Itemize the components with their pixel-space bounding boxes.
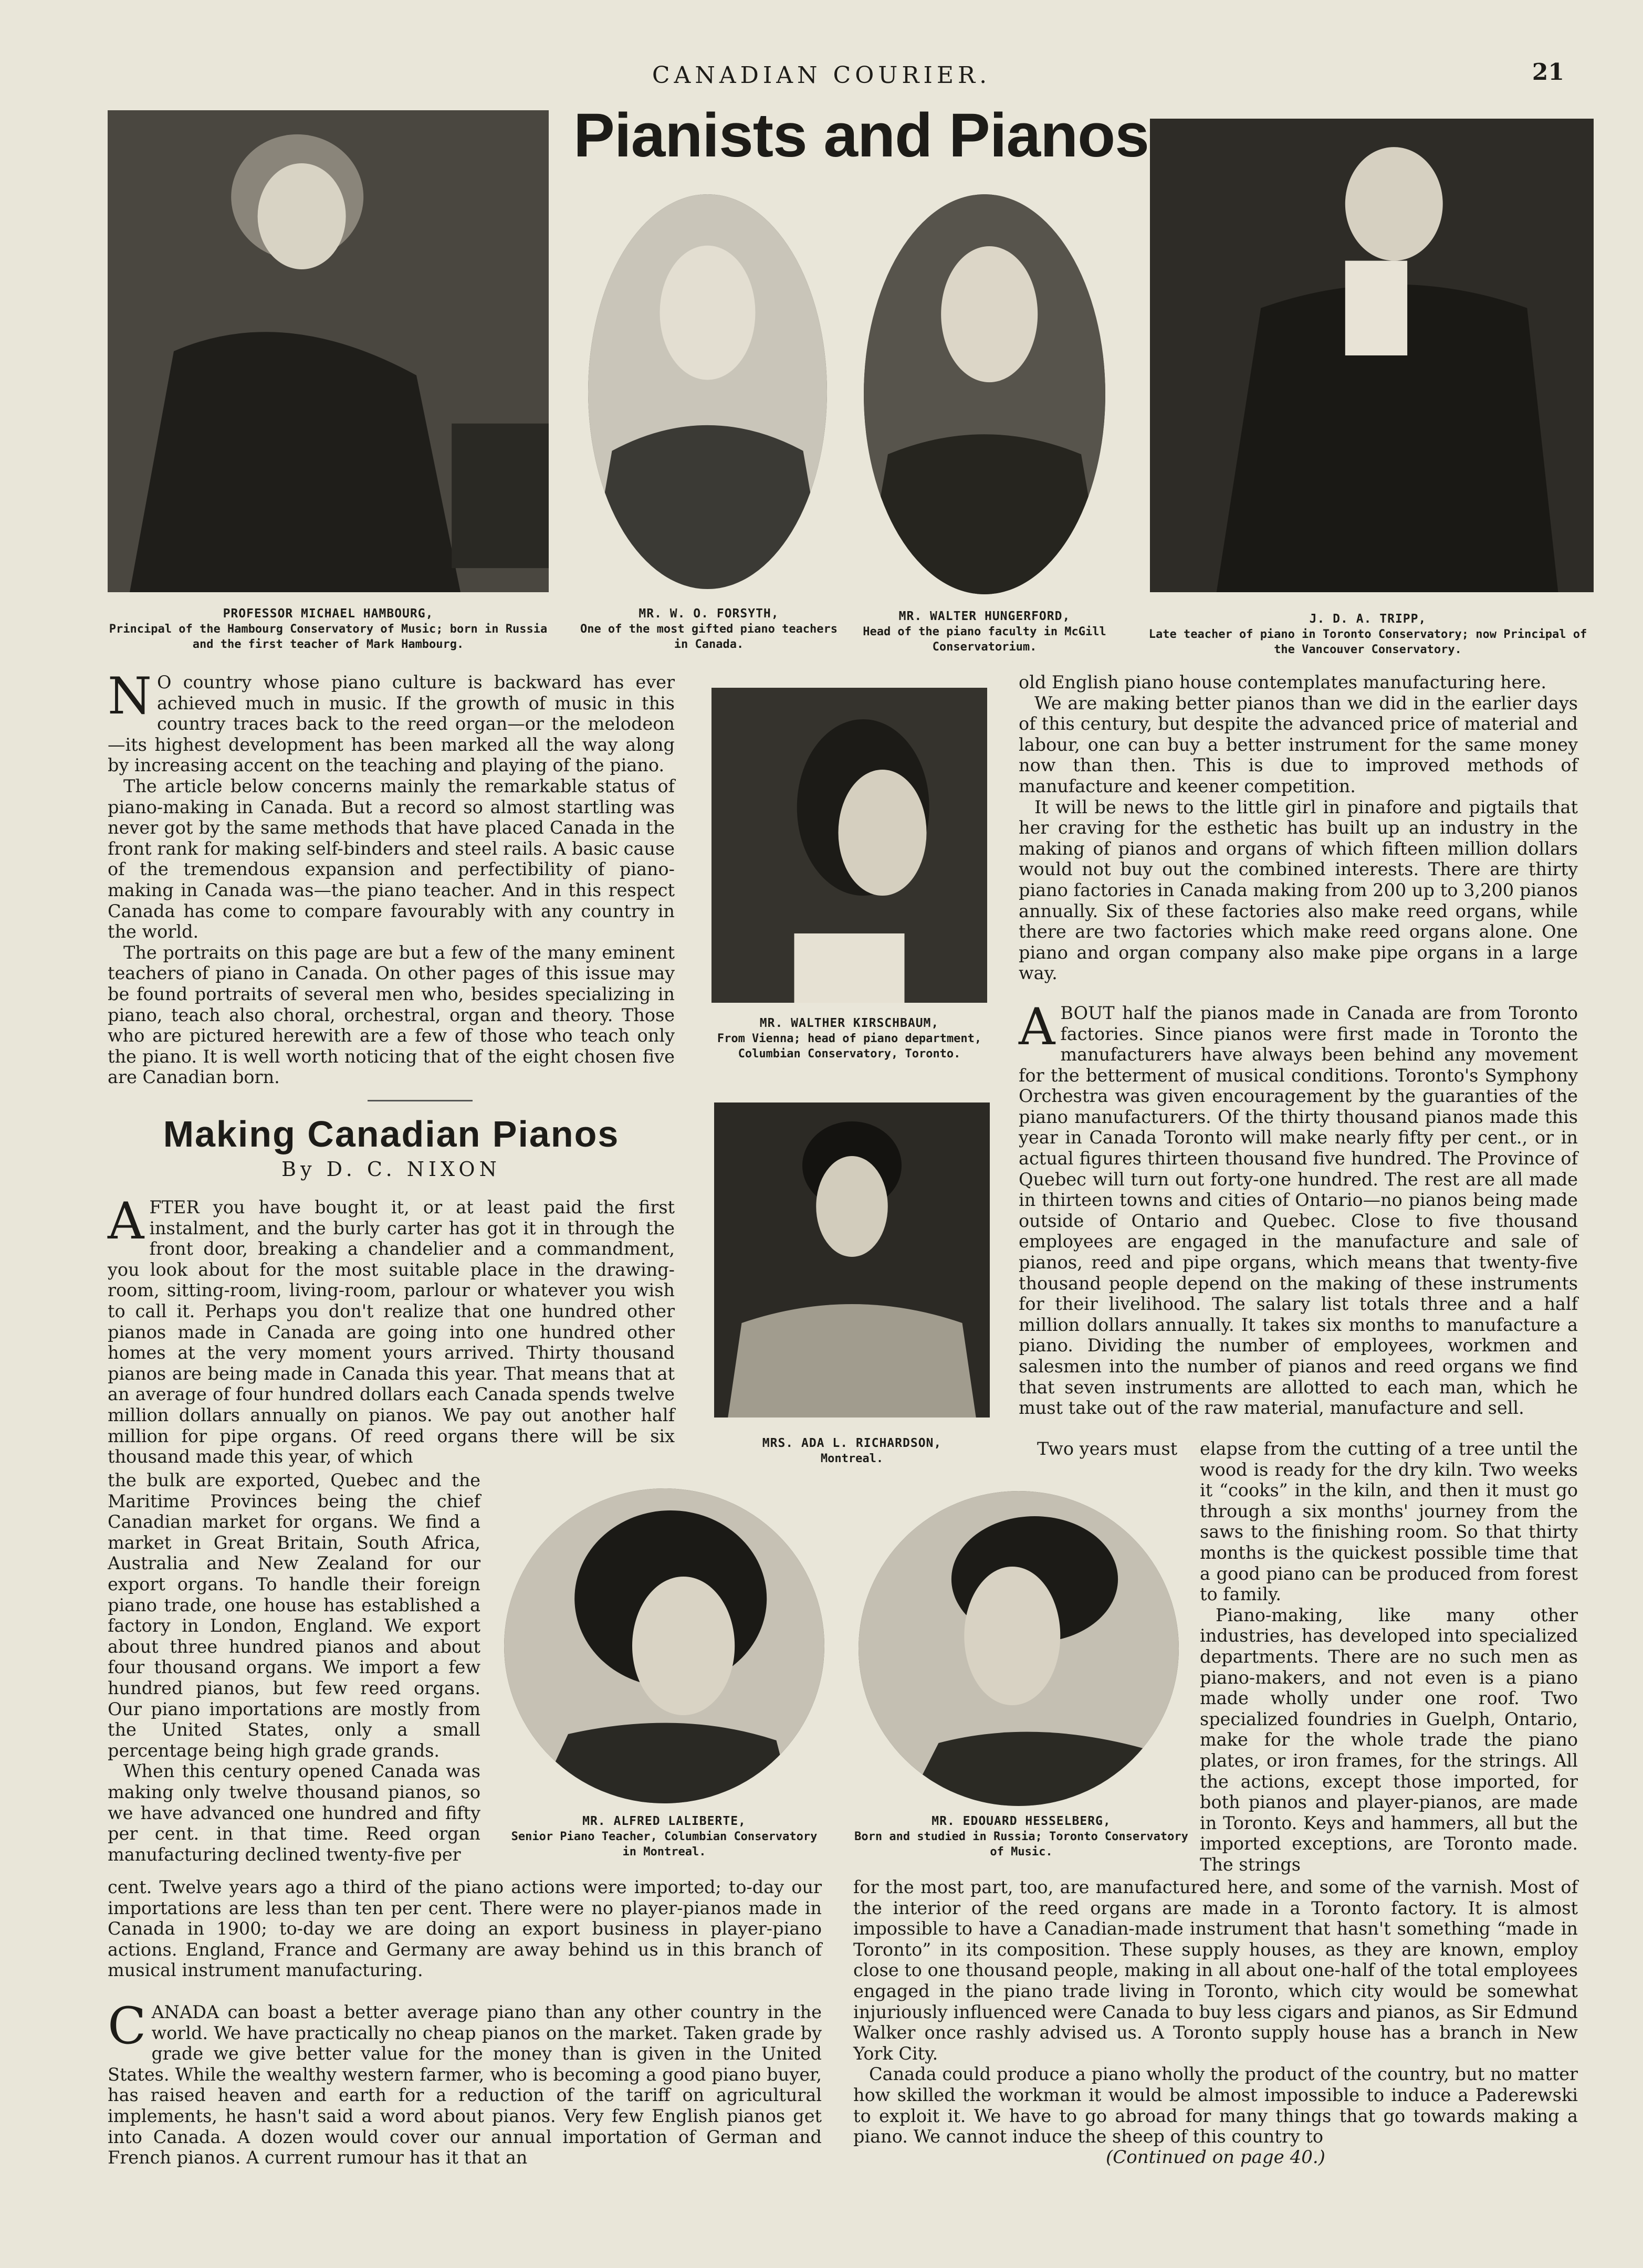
caption-hesselberg xyxy=(853,1814,1189,1860)
intro-text xyxy=(108,667,675,1088)
caption-name: MR. WALTHER KIRSCHBAUM, xyxy=(759,1016,939,1030)
caption-laliberte xyxy=(504,1814,824,1860)
article-text-narrow xyxy=(108,1470,480,1865)
caption-kirschbaum xyxy=(696,1016,1003,1062)
page-number: 21 xyxy=(1532,59,1564,86)
article-heading: Making Canadian Pianos xyxy=(163,1114,620,1154)
article-paragraph: elapse from the cutting of a tree until the wood is ready for the dry kiln. Two weeks it “cooks” in the kiln, and then it must go through a six months' journey from the saws to the finishing room. So that thirty months is the quickest possible time that a good piano can be produced from forest to family. xyxy=(1200,1438,1578,1605)
caption-desc: One of the most gifted piano teachers in Canada. xyxy=(580,623,838,651)
drop-cap: A xyxy=(108,1192,144,1251)
running-head: CANADIAN COURIER. xyxy=(652,62,991,89)
article-paragraph: ANADA can boast a better average piano than any other country in the world. We have practically no cheap pianos on the market. Taken grade by grade we give better value for the money than is given in the United States. While the wealthy western farmer, who is becoming a good piano buyer, has raised heaven and earth for a reduction of the tariff on agricultural implements, he hasn't said a word about pianos. Very few English pianos get into Canada. A dozen would cover our annual importation of German and French pianos. A current rumour has it that an xyxy=(108,2001,822,2168)
caption-name: MR. EDOUARD HESSELBERG, xyxy=(932,1814,1111,1828)
caption-name: MRS. ADA L. RICHARDSON, xyxy=(762,1436,942,1450)
article-paragraph: FTER you have bought it, or at least paid the first instalment, and the burly carter has got it in through the front door, breaking a chandelier and a commandment, you look about for the most suitable place in the drawing-room, sitting-room, living-room, parlour or whatever you wish to call it. Perhaps you don't realize that one hundred other pianos made in Canada are going into one hundred other homes at the very moment yours arrived. Thirty thousand pianos are being made in Canada this year. That means that at an average of four hundred dollars each Canada spends twelve million dollars annually on pianos. We pay out another half million for pipe organs. Of reed organs there will be six thousand made this year, of which xyxy=(108,1197,675,1467)
portrait-kirschbaum xyxy=(711,688,987,1003)
continued-note: (Continued on page 40.) xyxy=(1106,2146,1325,2168)
portrait-hesselberg xyxy=(859,1491,1179,1806)
article-text-lower xyxy=(108,1877,822,2168)
caption-desc: Late teacher of piano in Toronto Conservatory; now Principal of the Vancouver Conservatory. xyxy=(1148,628,1587,656)
drop-cap: C xyxy=(108,1996,146,2055)
article-paragraph: Canada could produce a piano wholly the product of the country, but no matter how skilled the workman it would be almost impossible to induce a Paderewski to exploit it. We have to go abroad for many things that go towards making a piano. We cannot induce the sheep of this country to xyxy=(853,2064,1578,2147)
caption-hungerford xyxy=(851,609,1118,655)
portrait-hungerford xyxy=(864,194,1105,594)
right-column-fragment xyxy=(1037,1438,1184,1460)
article-paragraph: It will be news to the little girl in pinafore and pigtails that her craving for the esthetic has built up an industry in the making of pianos and organs of which fifteen million dollars would not buy out the combined interests. There are thirty piano factories in Canada making from 200 up to 3,200 pianos annually. Six of these factories also make reed organs, while there are two factories which make reed organs alone. One piano and organ company also make pipe organs in a large way. xyxy=(1019,796,1578,984)
drop-cap: A xyxy=(1019,997,1055,1056)
article-paragraph: Piano-making, like many other industries, has developed into specialized departments. There are no such men as piano-makers, and not even is a piano made wholly under one roof. Two specialized foundries in Guelph, Ontario, make for the whole trade the piano plates, or iron frames, for the strings. All the actions, except those imported, for both pianos and player-pianos, are made in Toronto. Keys and hammers, all but the imported exceptions, are Toronto made. The strings xyxy=(1200,1604,1578,1875)
portrait-tripp xyxy=(1150,119,1594,592)
article-paragraph: Two years must xyxy=(1037,1438,1178,1459)
page-title: Pianists and Pianos xyxy=(573,101,1149,170)
article-text xyxy=(108,1192,675,1467)
caption-desc: Senior Piano Teacher, Columbian Conservatory in Montreal. xyxy=(511,1830,818,1858)
caption-name: MR. W. O. FORSYTH, xyxy=(639,607,779,621)
caption-desc: Principal of the Hambourg Conservatory of Music; born in Russia and the first teacher of Mark Hambourg. xyxy=(109,623,548,651)
article-paragraph: the bulk are exported, Quebec and the Maritime Provinces being the chief Canadian market for organs. We find a market in Great Britain, South Africa, Australia and New Zealand for our export organs. To handle their foreign piano trade, one house has established a factory in London, England. We export about three hundred pianos and about four thousand organs. We import a few hundred pianos, but few reed organs. Our piano importations are mostly from the United States, only a small percentage being high grade grands. xyxy=(108,1470,480,1761)
portrait-laliberte xyxy=(504,1488,824,1803)
portrait-hambourg xyxy=(108,110,549,592)
caption-richardson xyxy=(698,1436,1006,1466)
caption-tripp xyxy=(1137,612,1599,657)
article-paragraph: BOUT half the pianos made in Canada are from Toronto factories. Since pianos were first made in Toronto the manufacturers have always been behind any movement for the betterment of musical conditions. Toronto's Symphony Orchestra was given encouragement by the guaranties of the piano manufacturers. Of the thirty thousand pianos made this year in Canada Toronto will make nearly fifty per cent., or in actual figures thirteen thousand five hundred. The Province of Quebec will turn out forty-one hundred. The rest are all made in thirteen towns and cities of Ontario—no pianos being made outside of Ontario and Quebec. Close to five thousand employees are engaged in the manufacture and sale of pianos, reed and pipe organs, which means that twenty-five thousand people depend on the making of these instruments for their livelihood. The salary list totals three and a half million dollars annually. It takes six months to manufacture a piano. Dividing the number of employees, workmen and salesmen into the number of pianos and reed organs we find that seven instruments are allotted to each man, which he must take out of the raw material, manufacture and sell. xyxy=(1019,1002,1578,1419)
caption-name: PROFESSOR MICHAEL HAMBOURG, xyxy=(223,607,434,621)
article-byline: By D. C. NIXON xyxy=(281,1158,501,1181)
caption-forsyth xyxy=(578,606,840,652)
intro-paragraph: The portraits on this page are but a few of the many eminent teachers of piano in Canada. On other pages of this issue may be found portraits of several men who, besides specializing in piano, teach also choral, orchestral, organ and theory. Those who are pictured herewith are a few of those who teach only the piano. It is well worth noticing that of the eight chosen five are Canadian born. xyxy=(108,942,675,1088)
intro-paragraph: O country whose piano culture is backward has ever achieved much in music. If the growth of music in this country traces back to the reed organ—or the melodeon—its highest development has been marked all the way along by increasing accent on the teaching and playing of the piano. xyxy=(108,672,675,776)
caption-desc: Born and studied in Russia; Toronto Conservatory of Music. xyxy=(854,1830,1188,1858)
caption-desc: Montreal. xyxy=(820,1452,884,1465)
right-column-top xyxy=(1019,672,1578,1419)
intro-paragraph: The article below concerns mainly the remarkable status of piano-making in Canada. But a record so almost startling was never got by the same methods that have placed Canada in the front rank for making self-binders and steel rails. A basic cause of the tremendous expansion and perfectibility of piano-making in Canada was—the piano teacher. And in this respect Canada has come to compare favourably with any country in the world. xyxy=(108,775,675,942)
caption-desc: From Vienna; head of piano department, Columbian Conservatory, Toronto. xyxy=(717,1032,982,1060)
right-column-bottom xyxy=(853,1877,1578,2168)
caption-desc: Head of the piano faculty in McGill Conservatorium. xyxy=(863,625,1106,654)
article-paragraph: cent. Twelve years ago a third of the piano actions were imported; to-day our importations are less than ten per cent. There were no player-pianos made in Canada in 1900; to-day we are doing an export business in player-piano actions. England, France and Germany are away behind us in this branch of musical instrument manufacturing. xyxy=(108,1877,822,1981)
drop-cap: N xyxy=(108,667,152,726)
right-column-narrow xyxy=(1200,1438,1578,1875)
caption-name: J. D. A. TRIPP, xyxy=(1309,612,1427,626)
article-paragraph: We are making better pianos than we did in the earlier days of this century, but despite the advanced price of material and labour, one can buy a better instrument for the same money now than then. This is due to improved methods of manufacture and keener competition. xyxy=(1019,692,1578,796)
portrait-richardson xyxy=(714,1102,990,1418)
caption-name: MR. WALTER HUNGERFORD, xyxy=(898,610,1071,623)
article-paragraph: old English piano house contemplates manufacturing here. xyxy=(1019,672,1546,692)
caption-hambourg xyxy=(97,606,559,652)
portrait-forsyth xyxy=(588,194,827,589)
article-paragraph: When this century opened Canada was making only twelve thousand pianos, so we have advanced one hundred and fifty per cent. in that time. Reed organ manufacturing declined twenty-five per xyxy=(108,1761,480,1865)
article-paragraph: for the most part, too, are manufactured here, and some of the varnish. Most of the interior of the reed organs are made in a Toronto factory. It is almost impossible to have a Canadian-made instrument that hasn't something “made in Toronto” in its composition. These supply houses, as they are known, employ close to one thousand people, making in all about one-half of the total employees engaged in the piano trade living in Toronto, which city would be somewhat injuriously influenced were Canada to buy less cigars and pianos, as Sir Edmund Walker once rashly advised us. A Toronto supply house has a branch in New York City. xyxy=(853,1877,1578,2064)
caption-name: MR. ALFRED LALIBERTE, xyxy=(582,1814,746,1828)
divider xyxy=(368,1100,473,1101)
